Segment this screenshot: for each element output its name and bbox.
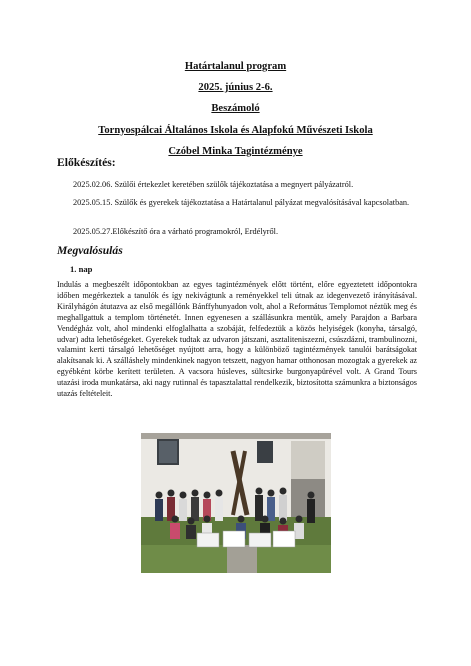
program-title: Határtalanul program [184, 61, 287, 72]
branch-name: Czóbel Minka Tagintézménye [168, 145, 303, 157]
title-block [40, 56, 431, 162]
day-heading: 1. nap [70, 264, 93, 274]
preparation-item: 2025.05.27.Előkészítő óra a várható programokról, Erdélyről. [73, 227, 279, 236]
group-photo-illustration [141, 433, 331, 573]
preparation-item: 2025.02.06. Szülői értekezlet keretében szülők tájékoztatása a megnyert pályázatról. [73, 180, 354, 189]
preparation-heading: Előkészítés: [57, 156, 116, 169]
program-dates: 2025. június 2-6. [198, 82, 273, 94]
group-photo [141, 433, 331, 573]
realization-heading: Megvalósulás [57, 244, 123, 257]
school-name: Tornyospálcai Általános Iskola és Alapfokú Művészeti Iskola [98, 124, 373, 136]
day-paragraph: Indulás a megbeszélt időpontokban az egyes tagintézmények előtt történt, előre egyeztetett időpontokra időben megérkeztek a tanulók és így nekivágtunk a reményekkel teli útnak az idegenvezető irányításával. Királyhágón átutazva az első megállónk Bánffyhunyadon volt, ahol a Református Templomot néztük meg és meghallgattuk a templom történetét. Innen egyenesen a szállásunkra mentük, amely Parajdon a Barbara Vendégház volt, ahol mindenki elfoglalhatta a szobáját, felfedeztük a közös helyiségek (konyha, társalgó, udvar) adta lehetőségeket. Gyerekek tudtak az udvaron játszani, asztaliteniszezni, csúszdázni, trambulinozni, valamint kerti társalgó lehetőséget nyújtott arra, hogy a különböző tagintézmények tanulói barátságokat alakítsanak ki. A szálláshely mindenkinek nagyon tetszett, nagyon hamar otthonosan mozogtak a gyerekek az egyébként körbe kerített területen. A vacsora húsleves, sültcsirke burgonyapürével volt. A Grand Tours utazási iroda munkatársa, aki nagy rutinnal és tapasztalattal rendelkezik, biztosította számunkra a biztonságos utazás feltételeit. [57, 280, 417, 399]
report-label: Beszámoló [211, 103, 260, 115]
preparation-item: 2025.05.15. Szülők és gyerekek tájékoztatása a Határtalanul pályázat megvalósításával kapcsolatban. [73, 198, 410, 207]
